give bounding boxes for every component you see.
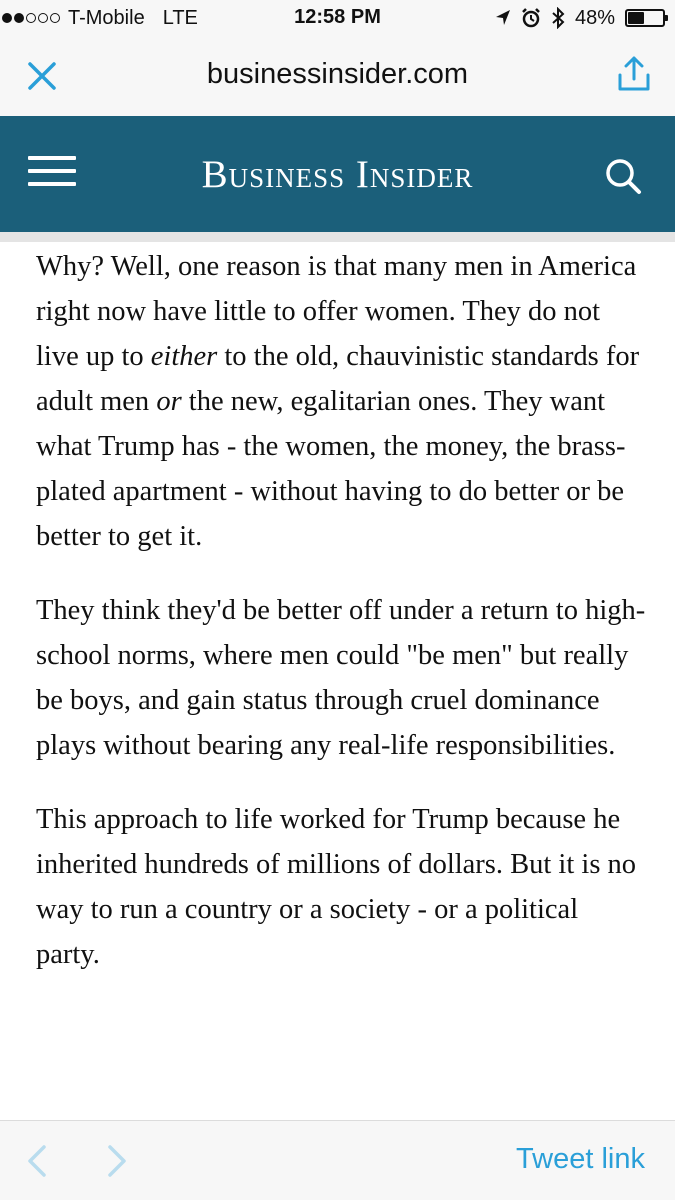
hamburger-line [28, 182, 76, 186]
location-arrow-icon [495, 9, 511, 27]
url-display: businessinsider.com [206, 58, 469, 90]
paragraph-text: Why? Well, one reason is that many men in America right now have little to offer women. They do not live up to [36, 251, 637, 372]
header-divider [0, 232, 675, 242]
tweet-link-button[interactable]: Tweet link [516, 1143, 645, 1175]
site-logo[interactable]: Business Insider [201, 153, 474, 196]
status-time: 12:58 PM [294, 6, 381, 28]
signal-strength-icon [2, 13, 60, 23]
share-icon [616, 55, 652, 93]
signal-dot [26, 13, 36, 23]
site-logo-container [0, 152, 675, 197]
article-paragraph: This approach to life worked for Trump because he inherited hundreds of millions of dollars. But it is no way to run a country or a society - or a political party. [36, 804, 637, 970]
paragraph-text: the new, egalitarian ones. They want what Trump has - the women, the money, the brass-plated apartment - without having to do better or be better to get it. [36, 386, 626, 552]
menu-button[interactable] [28, 156, 76, 196]
status-left [2, 6, 198, 30]
network-type: LTE [162, 6, 198, 29]
site-header [0, 116, 675, 232]
share-button[interactable] [615, 54, 653, 94]
emphasis-text: or [156, 386, 182, 417]
forward-button[interactable] [100, 1143, 132, 1179]
hamburger-line [28, 156, 76, 160]
search-icon [603, 156, 643, 196]
chevron-right-icon [100, 1143, 132, 1179]
battery-icon [625, 9, 665, 27]
signal-dot [14, 13, 24, 23]
battery-percent: 48% [574, 6, 615, 29]
bottom-toolbar [0, 1120, 675, 1200]
signal-dot [50, 13, 60, 23]
battery-fill [628, 12, 644, 24]
article-paragraph [36, 244, 646, 559]
back-button[interactable] [22, 1143, 54, 1179]
close-button[interactable] [24, 58, 60, 94]
emphasis-text: either [150, 341, 218, 372]
carrier-name: T-Mobile [68, 6, 145, 29]
article-paragraph: They think they'd be better off under a return to high-school norms, where men could "be men" but really be boys, and gain status through cruel dominance plays without bearing any real-life responsibilities. [36, 595, 646, 761]
alarm-clock-icon [521, 8, 541, 28]
browser-bar [0, 38, 675, 116]
status-bar [0, 0, 675, 38]
search-button[interactable] [603, 156, 643, 196]
bluetooth-icon [551, 7, 565, 29]
article-body [36, 244, 646, 1006]
hamburger-line [28, 169, 76, 173]
paragraph-text: to the old, chauvinistic standards for adult men [36, 341, 640, 417]
signal-dot [2, 13, 12, 23]
status-right [495, 6, 665, 30]
close-icon [27, 61, 57, 91]
signal-dot [38, 13, 48, 23]
chevron-left-icon [22, 1143, 54, 1179]
